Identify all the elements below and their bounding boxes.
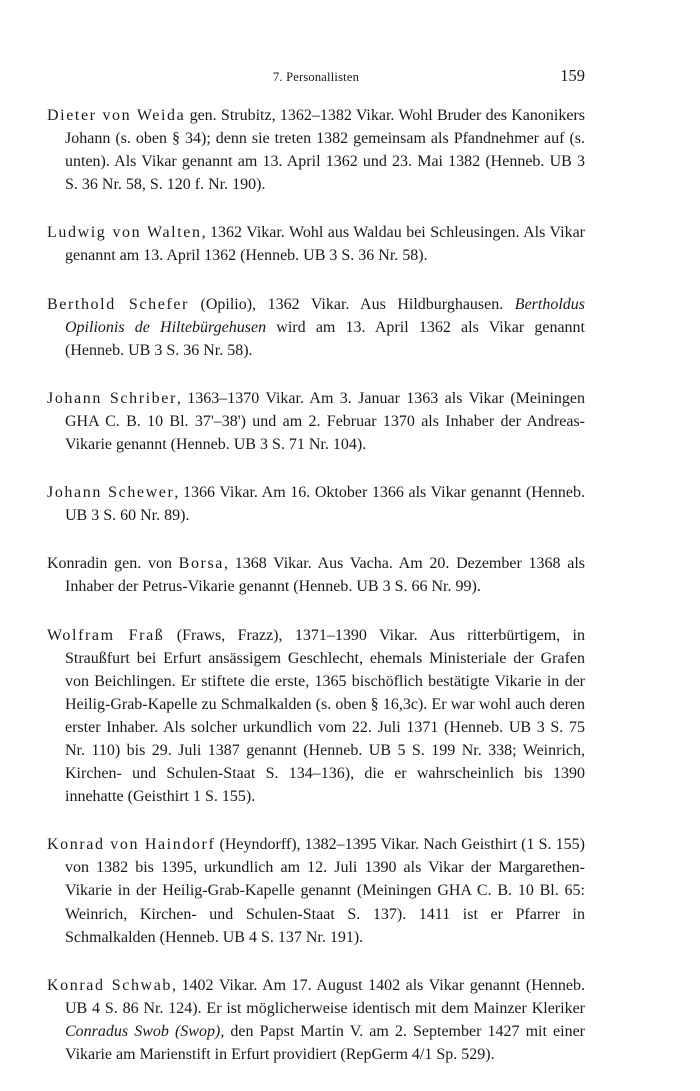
entry-name: Berthold Schefer	[47, 295, 189, 313]
entry-wolfram-frass	[47, 624, 585, 809]
entry-konrad-schwab	[47, 974, 585, 1066]
entry-text: , 1368 Vikar. Aus Vacha. Am 20. Dezember 1368 als Inhaber der Petrus-Vikarie genannt (Henneb. UB 3 S. 66 Nr. 99).	[65, 555, 586, 596]
entry-name: Johann Schewer	[47, 484, 175, 502]
entry-name: Konrad von Haindorf	[47, 836, 216, 854]
entry-text: (Opilio), 1362 Vikar. Aus Hildburghausen.	[188, 295, 515, 313]
page-number: 159	[560, 66, 585, 85]
entry-johann-schriber	[47, 387, 585, 456]
entry-ludwig-von-walten	[47, 221, 585, 267]
entry-text: , 1366 Vikar. Am 16. Oktober 1366 als Vikar genannt (Henneb. UB 3 S. 60 Nr. 89).	[65, 484, 585, 525]
entry-text: , 1362 Vikar. Wohl aus Waldau bei Schleusingen. Als Vikar genannt am 13. April 1362 (Henneb. UB 3 S. 36 Nr. 58).	[65, 224, 586, 265]
entry-latin-name: Conradus Swob (Swop)	[65, 1022, 221, 1040]
entry-text-continued: , den Papst Martin V. am 2. September 1427 mit einer Vikarie am Marienstift in Erfurt providiert (RepGerm 4/1 Sp. 529).	[65, 1022, 586, 1063]
entry-name: Ludwig von Walten	[47, 224, 202, 242]
document-page	[47, 64, 585, 1091]
entry-konradin-von-borsa	[47, 552, 585, 598]
entry-text: , 1402 Vikar. Am 17. August 1402 als Vikar genannt (Henneb. UB 4 S. 86 Nr. 124). Er ist möglicherweise identisch mit dem Mainzer Kleriker	[65, 976, 585, 1017]
entry-berthold-schefer	[47, 293, 585, 362]
entry-name: Wolfram Fraß	[47, 626, 165, 644]
entry-konrad-von-haindorf	[47, 833, 585, 948]
entry-johann-schewer	[47, 481, 585, 527]
entry-text: (Fraws, Frazz), 1371–1390 Vikar. Aus ritterbürtigem, in Straußfurt bei Erfurt ansässigem Geschlecht, ehemals Ministeriale der Grafen von Beichlingen. Er stiftete die erste, 1365 bischöflich bestätigte Vikarie in der Heilig-Grab-Kapelle zu Schmalkalden (s. oben § 16,3c). Er war wohl auch deren erster Inhaber. Als solcher urkundlich vom 22. Juli 1371 (Henneb. UB 3 S. 75 Nr. 110) bis 29. Juli 1387 genannt (Henneb. UB 5 S. 199 Nr. 338; Weinrich, Kirchen- und Schulen-Staat S. 134–136), die er wahrscheinlich bis 1390 innehatte (Geisthirt 1 S. 155).	[65, 626, 586, 806]
entry-latin-name: Bertholdus Opilionis de Hiltebürgehusen	[65, 295, 586, 336]
entry-name: Johann Schriber	[47, 389, 177, 407]
entry-name: Konrad Schwab	[47, 976, 172, 994]
entry-text-continued: wird am 13. April 1362 als Vikar genannt (Henneb. UB 3 S. 36 Nr. 58).	[65, 318, 586, 359]
entry-text: gen. Strubitz, 1362–1382 Vikar. Wohl Bruder des Kanonikers Johann (s. oben § 34); denn sie treten 1382 gemeinsam als Pfandnehmer auf (s. unten). Als Vikar genannt am 13. April 1362 und 23. Mai 1382 (Henneb. UB 3 S. 36 Nr. 58, S. 120 f. Nr. 190).	[65, 107, 585, 194]
entry-text: (Heyndorff), 1382–1395 Vikar. Nach Geisthirt (1 S. 155) von 1382 bis 1395, urkundlich am 12. Juli 1390 als Vikar der Margarethen-Vikarie in der Heilig-Grab-Kapelle genannt (Meiningen GHA C. B. 10 Bl. 65: Weinrich, Kirchen- und Schulen-Staat S. 137). 1411 ist er Pfarrer in Schmalkalden (Henneb. UB 4 S. 137 Nr. 191).	[65, 836, 585, 946]
entry-name-prefix: Konradin gen. von	[47, 555, 179, 573]
entry-dieter-von-weida	[47, 104, 585, 196]
entry-name: Dieter von Weida	[47, 107, 186, 124]
running-header	[47, 64, 585, 90]
entry-name: Borsa	[178, 555, 224, 573]
entry-text: , 1363–1370 Vikar. Am 3. Januar 1363 als Vikar (Meiningen GHA C. B. 10 Bl. 37'–38') und am 2. Februar 1370 als Inhaber der Andreas-Vikarie genannt (Henneb. UB 3 S. 71 Nr. 104).	[65, 389, 585, 454]
chapter-title: 7. Personallisten	[272, 70, 360, 84]
